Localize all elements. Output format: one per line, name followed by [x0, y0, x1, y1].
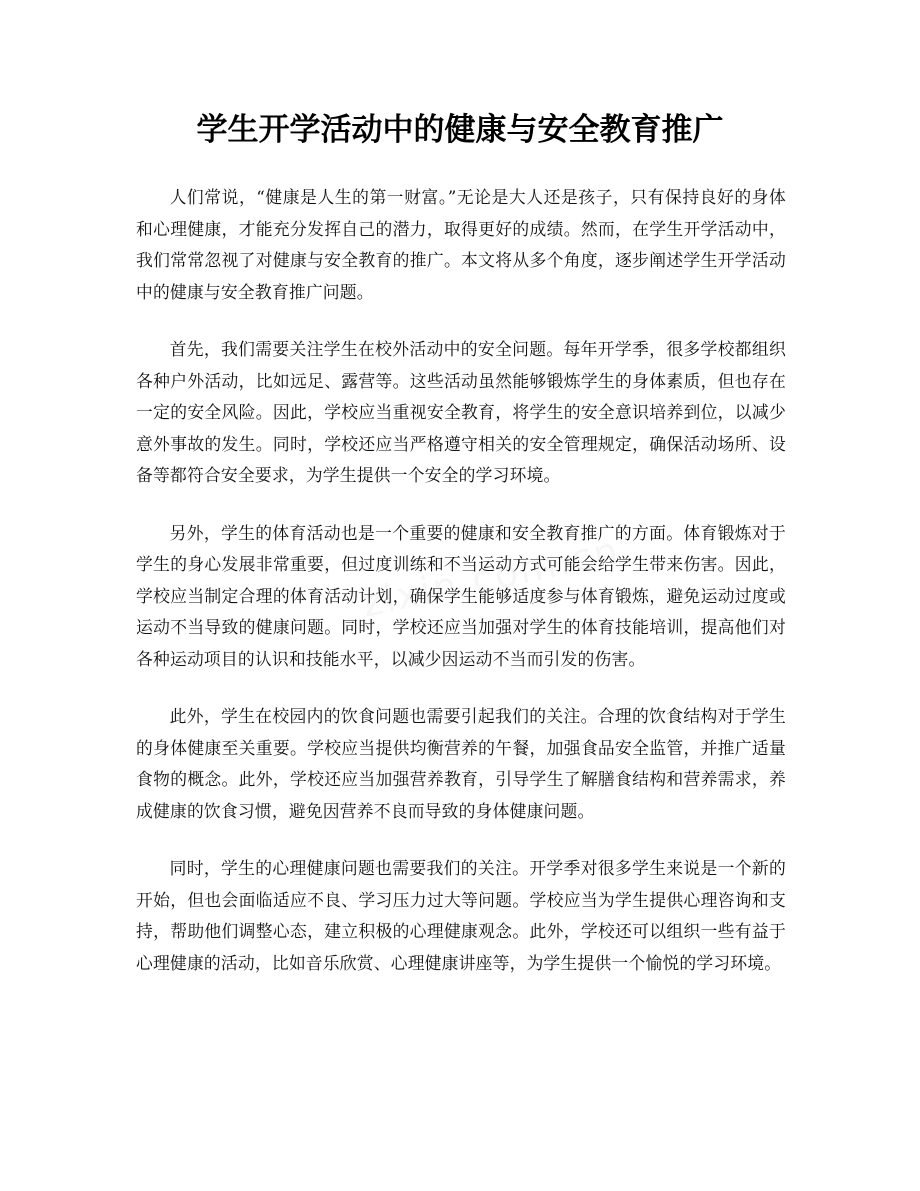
paragraph-outdoor-safety: 首先，我们需要关注学生在校外活动中的安全问题。每年开学季，很多学校都组织各种户外活动，比如远足、露营等。这些活动虽然能够锻炼学生的身体素质，但也存在一定的安全风险。因此，学校应当重视安全教育，将学生的安全意识培养到位，以减少意外事故的发生。同时，学校还应当严格遵守相关的安全管理规定，确保活动场所、设备等都符合安全要求，为学生提供一个安全的学习环境。 — [136, 339, 786, 485]
paragraph-intro: 人们常说，“健康是人生的第一财富。”无论是大人还是孩子，只有保持良好的身体和心理健康，才能充分发挥自己的潜力，取得更好的成绩。然而，在学生开学活动中，我们常常忽视了对健康与安全教育的推广。本文将从多个角度，逐步阐述学生开学活动中的健康与安全教育推广问题。 — [136, 187, 786, 302]
paragraph-sports: 另外，学生的体育活动也是一个重要的健康和安全教育推广的方面。体育锻炼对于学生的身心发展非常重要，但过度训练和不当运动方式可能会给学生带来伤害。因此，学校应当制定合理的体育活动计划，确保学生能够适度参与体育锻炼，避免运动过度或运动不当导致的健康问题。同时，学校还应当加强对学生的体育技能培训，提高他们对各种运动项目的认识和技能水平，以减少因运动不当而引发的伤害。 — [136, 522, 786, 669]
document-title: 学生开学活动中的健康与安全教育推广 — [196, 112, 724, 148]
paragraph-mental-health: 同时，学生的心理健康问题也需要我们的关注。开学季对很多学生来说是一个新的开始，但也会面临适应不良、学习压力过大等问题。学校应当为学生提供心理咨询和支持，帮助他们调整心态，建立积极的心理健康观念。此外，学校还可以组织一些有益于心理健康的活动，比如音乐欣赏、心理健康讲座等，为学生提供一个愉悦的学习环境。 — [136, 858, 786, 973]
paragraph-diet: 此外，学生在校园内的饮食问题也需要引起我们的关注。合理的饮食结构对于学生的身体健康至关重要。学校应当提供均衡营养的午餐，加强食品安全监管，并推广适量食物的概念。此外，学校还应当加强营养教育，引导学生了解膳食结构和营养需求，养成健康的饮食习惯，避免因营养不良而导致的身体健康问题。 — [136, 706, 786, 821]
document-body — [136, 182, 786, 1005]
